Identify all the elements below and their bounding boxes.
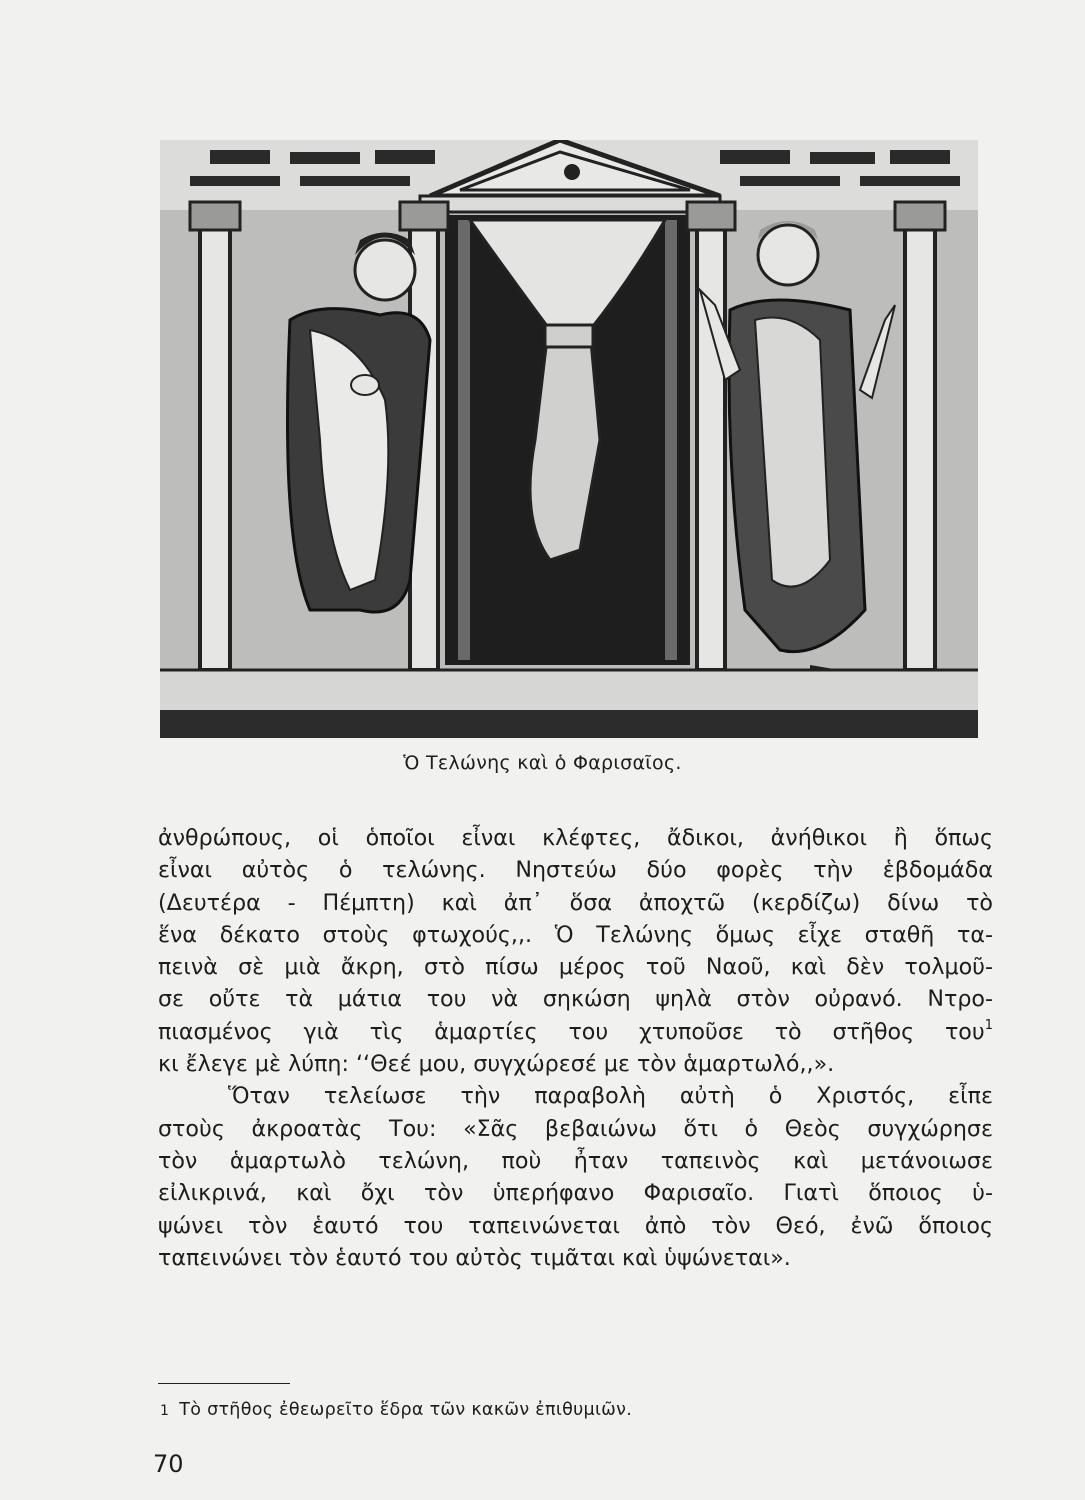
text-line-with-footnote xyxy=(158,1016,993,1048)
text-line: πεινὰ σὲ μιὰ ἄκρη, στὸ πίσω μέρος τοῦ Ναοῦ, καὶ δὲν τολμοῦ- xyxy=(158,954,993,981)
text-line: κι ἔλεγε μὲ λύπη: ‘‘Θεέ μου, συγχώρεσέ με τὸν ἁμαρτωλό,,». xyxy=(158,1051,835,1078)
text-line: εἶναι αὐτὸς ὁ τελώνης. Νηστεύω δύο φορὲς τὴν ἑβδομάδα xyxy=(158,857,993,884)
text-line: στοὺς ἀκροατὰς Του: «Σᾶς βεβαιώνω ὅτι ὁ Θεὸς συγχώρησε xyxy=(158,1115,993,1142)
footnote-marker: 1 xyxy=(160,1403,170,1419)
page-number: 70 xyxy=(153,1450,184,1478)
footnote-reference: 1 xyxy=(984,1017,993,1033)
text-line: σε οὔτε τὰ μάτια του νὰ σηκώση ψηλὰ στὸν οὐρανό. Ντρο- xyxy=(158,986,993,1013)
body-text xyxy=(158,822,993,1274)
text-line: (Δευτέρα - Πέμπτη) καὶ ἀπ᾽ ὅσα ἀποχτῶ (κερδίζω) δίνω τὸ xyxy=(158,889,993,916)
footnote-text: Τὸ στῆθος ἐθεωρεῖτο ἕδρα τῶν κακῶν ἐπιθυμιῶν. xyxy=(179,1400,633,1420)
text-line-content: πιασμένος γιὰ τὶς ἁμαρτίες του χτυποῦσε τὸ στῆθος του xyxy=(158,1018,985,1045)
footnote-divider xyxy=(158,1383,290,1384)
text-line: ἕνα δέκατο στοὺς φτωχούς,,. Ὁ Τελώνης ὅμως εἶχε σταθῆ τα- xyxy=(158,921,993,948)
illustration-publican-and-pharisee xyxy=(160,140,978,738)
text-line: εἰλικρινά, καὶ ὄχι τὸν ὑπερήφανο Φαρισαῖο. Γιατὶ ὅποιος ὑ- xyxy=(158,1180,993,1207)
figure-caption: Ὁ Τελώνης καὶ ὁ Φαρισαῖος. xyxy=(403,752,682,774)
footnote xyxy=(160,1400,632,1420)
text-line: τὸν ἁμαρτωλὸ τελώνη, ποὺ ἦταν ταπεινὸς καὶ μετάνοιωσε xyxy=(158,1147,993,1174)
text-line: ἀνθρώπους, οἱ ὁποῖοι εἶναι κλέφτες, ἄδικοι, ἀνήθικοι ἢ ὅπως xyxy=(158,825,993,851)
text-line: ταπεινώνει τὸν ἑαυτό του αὐτὸς τιμᾶται καὶ ὑψώνεται». xyxy=(158,1244,791,1271)
text-line: ψώνει τὸν ἑαυτό του ταπεινώνεται ἀπὸ τὸν Θεό, ἐνῶ ὅποιος xyxy=(158,1212,993,1239)
text-line: Ὅταν τελείωσε τὴν παραβολὴ αὐτὴ ὁ Χριστός, εἶπε xyxy=(228,1083,993,1110)
